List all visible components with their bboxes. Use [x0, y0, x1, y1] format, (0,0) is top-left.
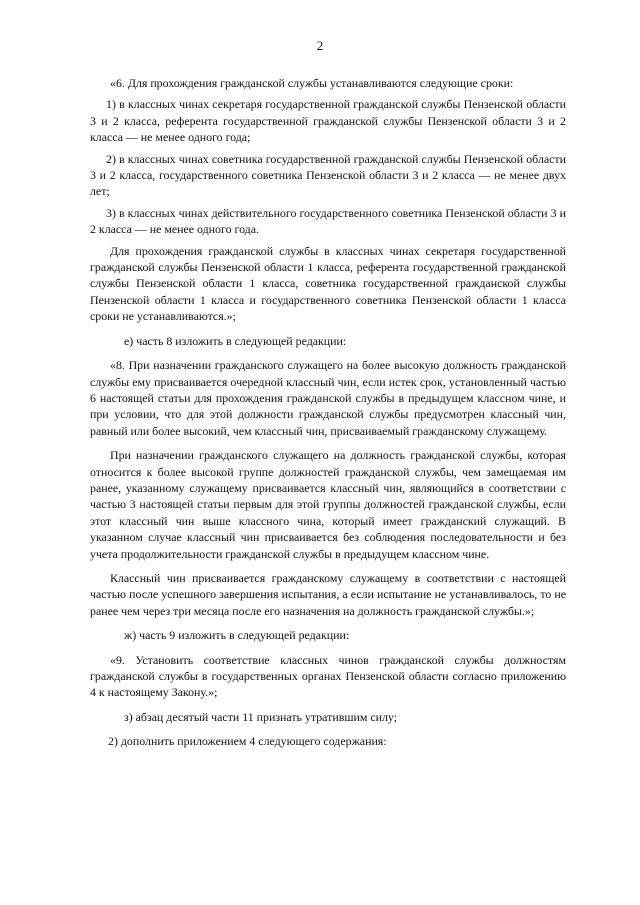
paragraph-6-intro: «6. Для прохождения гражданской службы устанавливаются следующие сроки:	[110, 76, 514, 90]
paragraph-item-2-appendix: 2) дополнить приложением 4 следующего содержания:	[108, 734, 387, 749]
paragraph-8-intro: «8. При назначении гражданского служащего на более высокую должность гражданской службы ему присваивается очередной классный чин, если истек срок, установленный частью 6 настоящей статьи для прохождения гражданской службы в предыдущем классном чине, и при условии, что для этой должности гражданской службы предусмотрен классный чин, равный или более высокий, чем классный чин, присваиваемый гражданскому служащему.	[90, 358, 566, 438]
paragraph-item-zh: ж) часть 9 изложить в следующей редакции:	[124, 628, 350, 643]
paragraph-class-rank-assignment: Классный чин присваивается гражданскому служащему в соответствии с настоящей частью после успешного завершения испытания, а если испытание не устанавливалось, то не ранее чем через три месяца после его назначения на должность гражданской службы.»;	[90, 570, 566, 618]
paragraph-terms-not-set: Для прохождения гражданской службы в классных чинах секретаря государственной гражданской службы Пензенской области 1 класса, референта государственной гражданской службы Пензенской области 1 класса, советника государственной гражданской службы Пензенской области 1 класса и государственного советника Пензенской области 1 класса сроки не устанавливаются.»;	[90, 243, 566, 324]
paragraph-item-z: з) абзац десятый части 11 признать утратившим силу;	[124, 709, 398, 724]
page-number: 2	[316, 38, 324, 53]
list-item-2: 2) в классных чинах советника государственной гражданской службы Пензенской области 3 и 2 класса, государственного советника Пензенской области 3 и 2 класса — не менее двух лет;	[90, 151, 566, 199]
paragraph-appointment-higher-group: При назначении гражданского служащего на должность гражданской службы, которая относится к более высокой группе должностей гражданской службы, чем замещаемая им ранее, указанному служащему присваивается классный чин, являющийся в соответствии с частью 3 настоящей статьи первым для этой группы должностей гражданской службы, если этот классный чин выше классного чина, который имеет гражданский служащий. В указанном случае классный чин присваивается без соблюдения последовательности и без учета продолжительности гражданской службы в предыдущем классном чине.	[90, 448, 566, 561]
paragraph-9: «9. Установить соответствие классных чинов гражданской службы должностям гражданской службы в государственных органах Пензенской области согласно приложению 4 к настоящему Закону.»;	[90, 652, 566, 700]
list-item-3: 3) в классных чинах действительного государственного советника Пензенской области 3 и 2 класса — не менее одного года.	[90, 205, 566, 237]
list-item-1: 1) в классных чинах секретаря государственной гражданской службы Пензенской области 3 и 2 класса, референта государственной гражданской службы Пензенской области 3 и 2 класса — не менее одного года;	[90, 97, 566, 145]
paragraph-item-e: е) часть 8 изложить в следующей редакции:	[124, 333, 347, 348]
document-body	[90, 75, 566, 758]
